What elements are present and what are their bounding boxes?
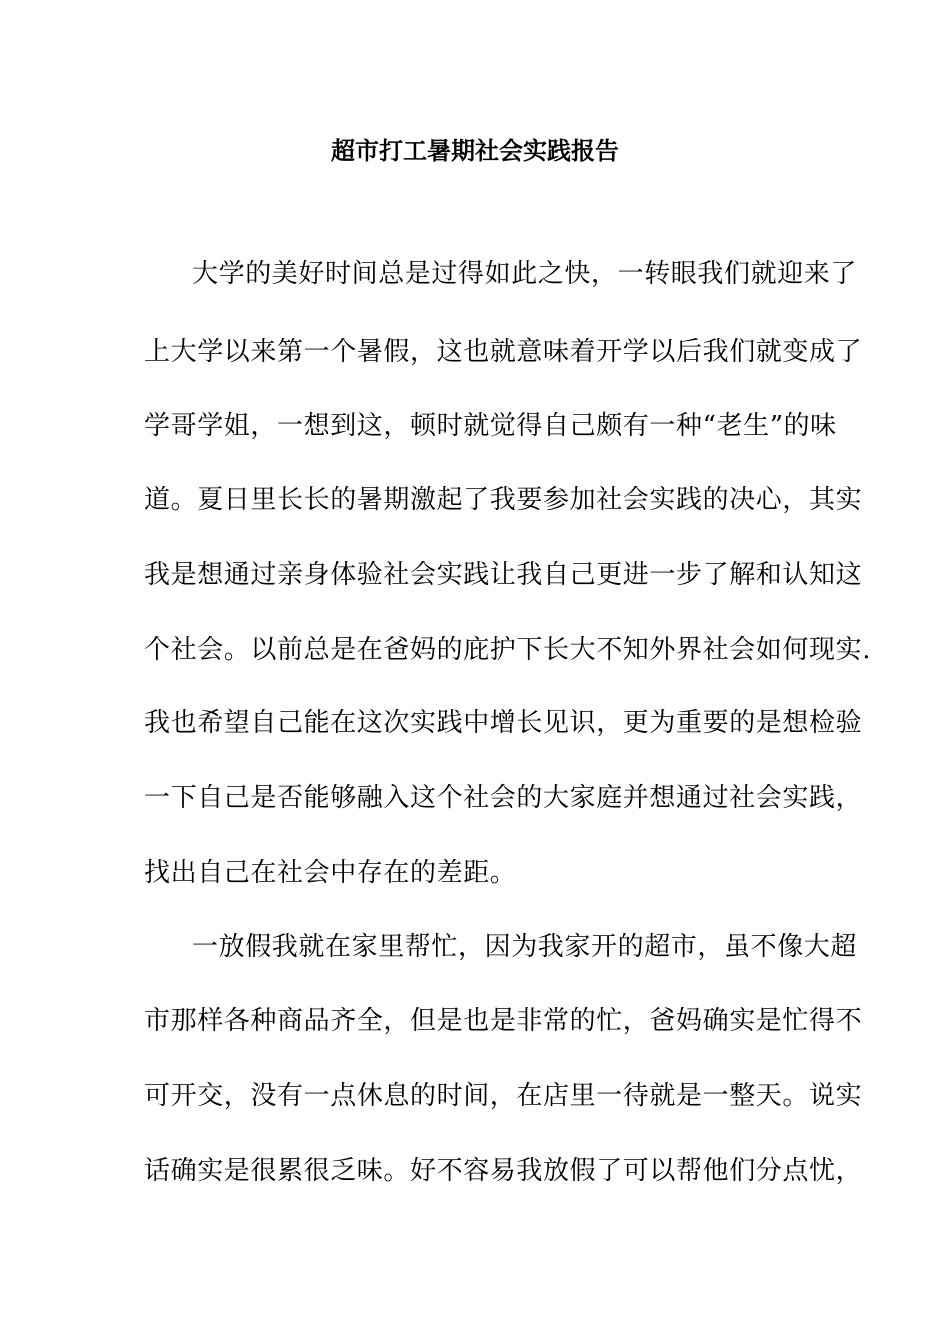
paragraph-2-line-4: 话确实是很累很乏味。好不容易我放假了可以帮他们分点忧， <box>144 1156 863 1186</box>
paragraph-1-line-6: 个社会。以前总是在爸妈的庇护下长大不知外界社会如何现实. <box>144 635 872 665</box>
paragraph-1-line-9: 找出自己在社会中存在的差距。 <box>144 858 517 888</box>
paragraph-1-line-2: 上大学以来第一个暑假，这也就意味着开学以后我们就变成了 <box>144 337 863 367</box>
paragraph-1-line-7: 我也希望自己能在这次实践中增长见识，更为重要的是想检验 <box>144 708 863 738</box>
document-title: 超市打工暑期社会实践报告 <box>331 136 619 165</box>
paragraph-1-line-3: 学哥学姐，一想到这，顿时就觉得自己颇有一种“老生”的味 <box>144 411 837 441</box>
paragraph-1-line-8: 一下自己是否能够融入这个社会的大家庭并想通过社会实践， <box>144 783 863 813</box>
paragraph-2-line-3: 可开交，没有一点休息的时间，在店里一待就是一整天。说实 <box>144 1081 863 1111</box>
paragraph-2-line-1: 一放假我就在家里帮忙，因为我家开的超市，虽不像大超 <box>192 932 858 962</box>
paragraph-1-line-1: 大学的美好时间总是过得如此之快，一转眼我们就迎来了 <box>192 259 858 289</box>
paragraph-2-line-2: 市那样各种商品齐全，但是也是非常的忙，爸妈确实是忙得不 <box>144 1006 863 1036</box>
paragraph-1-line-4: 道。夏日里长长的暑期激起了我要参加社会实践的决心，其实 <box>144 485 863 515</box>
paragraph-1-line-5: 我是想通过亲身体验社会实践让我自己更进一步了解和认知这 <box>144 560 863 590</box>
